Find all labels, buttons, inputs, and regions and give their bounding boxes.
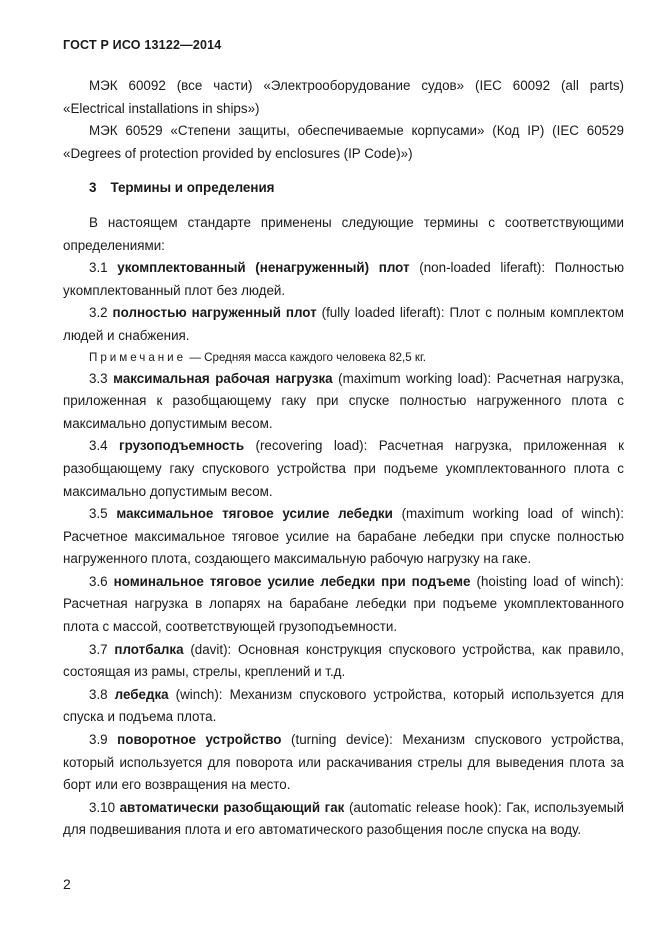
term-name: укомплектованный (ненагруженный) плот [117, 260, 410, 276]
term-name: максимальная рабочая нагрузка [113, 370, 333, 386]
normative-reference-2: МЭК 60529 «Степени защиты, обеспечиваемые корпусами» (Код IP) (IEC 60529 «Degrees of protection provided by enclosures (IP Code)») [63, 123, 624, 161]
standard-header: ГОСТ Р ИСО 13122—2014 [63, 38, 222, 52]
page-number: 2 [63, 876, 71, 892]
term-definition: Гак, используемый для подвешивания плота и его автоматического разобщения после спуска на воду. [63, 799, 624, 838]
term-number: 3.5 [89, 506, 108, 522]
term-definition: Механизм спускового устройства, который используется для поворота или раскачивания стрелы для выведения плота за борт или его возвращения на место. [63, 732, 624, 793]
term-definition: Основная конструкция спускового устройства, как правило, состоящая из рамы, стрелы, креплений и т.д. [63, 641, 624, 680]
term-english: (hoisting load of winch): [476, 573, 624, 589]
term-english: (winch): [175, 686, 223, 702]
document-body [63, 75, 624, 842]
term-3-2 [63, 302, 624, 347]
term-english: (davit): [190, 641, 232, 657]
term-3-9 [63, 729, 624, 797]
section-number: 3 [89, 180, 97, 196]
section-title: Термины и определения [110, 180, 275, 196]
term-number: 3.4 [89, 438, 108, 454]
term-name: лебедка [114, 686, 169, 702]
term-english: (automatic release hook): [348, 799, 502, 815]
term-english: (fully loaded liferaft): [321, 305, 445, 321]
term-definition: Механизм спускового устройства, который используется для спуска и подъема плота. [63, 686, 624, 725]
normative-reference-1: МЭК 60092 (все части) «Электрооборудование судов» (IEC 60092 (all parts) «Electrical installations in ships») [63, 78, 624, 116]
term-english: (maximum working load of winch): [401, 506, 624, 522]
term-english: (maximum working load): [338, 370, 492, 386]
term-name: плотбалка [114, 641, 184, 657]
term-3-7 [63, 639, 624, 684]
term-definition: Расчетное максимальное тяговое усилие на барабане лебедки при спуске полностью нагруженного плота, создающего максимальную рабочую нагрузку на гаке. [63, 528, 624, 567]
term-3-6 [63, 571, 624, 639]
term-definition: Расчетная нагрузка в лопарях на барабане лебедки при подъеме укомплектованного плота с массой, соответствующей грузоподъемности. [63, 596, 624, 635]
term-3-4 [63, 435, 624, 503]
term-number: 3.7 [89, 641, 108, 657]
term-english: (recovering load): [255, 438, 368, 454]
term-name: поворотное устройство [117, 732, 282, 748]
term-3-5 [63, 503, 624, 571]
term-name: номинальное тяговое усилие лебедки при подъеме [113, 573, 471, 589]
term-english: (turning device): [291, 732, 393, 748]
term-3-8 [63, 684, 624, 729]
term-number: 3.3 [89, 370, 108, 386]
term-definition: Расчетная нагрузка, приложенная к разобщающему гаку при спуске полностью нагруженного плота с максимально допустимым весом. [63, 370, 624, 431]
section-intro: В настоящем стандарте применены следующие термины с соответствующими определениями: [63, 214, 624, 253]
term-name: грузоподъемность [119, 438, 245, 454]
term-number: 3.2 [89, 305, 108, 321]
note-text: — Средняя масса каждого человека 82,5 кг. [189, 350, 426, 364]
term-number: 3.9 [89, 732, 108, 748]
term-name: полностью нагруженный плот [112, 305, 317, 321]
term-definition: Расчетная нагрузка, приложенная к разобщающему гаку спускового устройства при подъеме укомплектованного плота с максимально допустимым весом. [63, 438, 624, 499]
term-name: автоматически разобщающий гак [119, 799, 345, 815]
term-note [63, 348, 624, 368]
term-english: (non-loaded liferaft): [419, 260, 546, 276]
term-number: 3.10 [89, 799, 116, 815]
term-number: 3.8 [89, 686, 108, 702]
term-name: максимальное тяговое усилие лебедки [116, 506, 393, 522]
term-number: 3.1 [89, 260, 108, 276]
term-3-1 [63, 257, 624, 302]
term-3-3 [63, 368, 624, 436]
term-definition: Плот с полным комплектом людей и снабжения. [63, 305, 624, 343]
section-heading [63, 177, 624, 200]
term-number: 3.6 [89, 573, 108, 589]
note-label: Примечание [89, 350, 187, 364]
term-definition: Полностью укомплектованный плот без людей. [63, 260, 624, 298]
term-3-10 [63, 797, 624, 842]
